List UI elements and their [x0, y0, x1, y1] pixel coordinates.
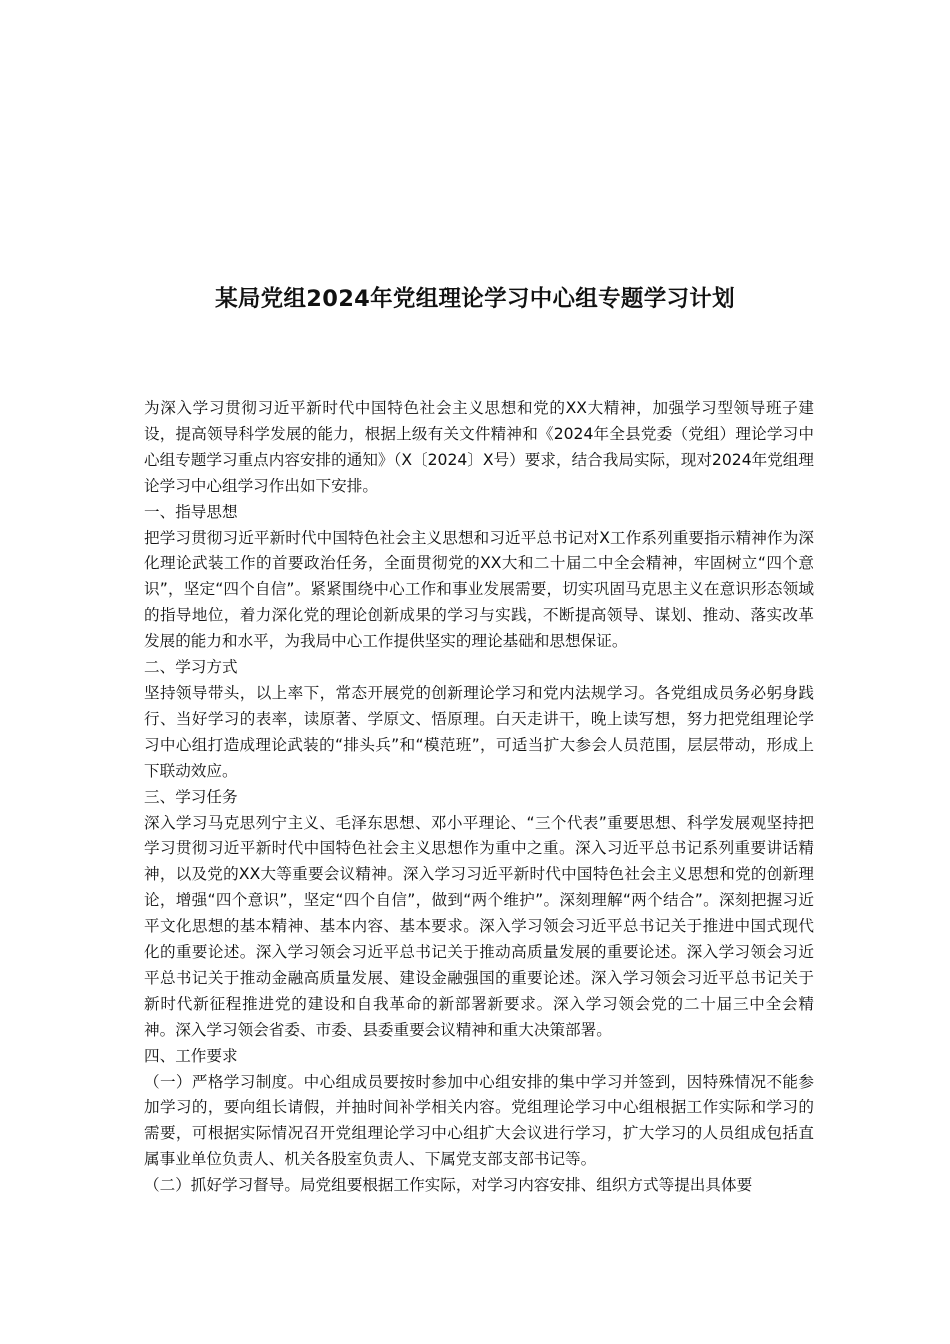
section-heading-guiding-thought: 一、指导思想 — [144, 502, 238, 521]
section-paragraph: （一）严格学习制度。中心组成员要按时参加中心组安排的集中学习并签到，因特殊情况不能参加学习的，要向组长请假，并抽时间补学相关内容。党组理论学习中心组根据工作实际和学习的需要，可根据实际情况召开党组理论学习中心组扩大会议进行学习，扩大学习的人员组成包括直属事业单位负责人、机关各股室负责人、下属党支部支部书记等。 — [144, 1072, 814, 1169]
section-heading-work-requirements: 四、工作要求 — [144, 1046, 238, 1065]
intro-paragraph: 为深入学习贯彻习近平新时代中国特色社会主义思想和党的XX大精神，加强学习型领导班子建设，提高领导科学发展的能力，根据上级有关文件精神和《2024年全县党委（党组）理论学习中心组专题学习重点内容安排的通知》（X〔2024〕X号）要求，结合我局实际，现对2024年党组理论学习中心组学习作出如下安排。 — [144, 399, 814, 495]
document-body — [144, 396, 814, 1199]
section-paragraph: 坚持领导带头，以上率下，常态开展党的创新理论学习和党内法规学习。各党组成员务必躬身践行、当好学习的表率，读原著、学原文、悟原理。白天走讲干，晚上读写想，努力把党组理论学习中心组打造成理论武装的“排头兵”和“模范班”，可适当扩大参会人员范围，层层带动，形成上下联动效应。 — [144, 683, 814, 780]
section-paragraph: 把学习贯彻习近平新时代中国特色社会主义思想和习近平总书记对X工作系列重要指示精神作为深化理论武装工作的首要政治任务，全面贯彻党的XX大和二十届二中全会精神，牢固树立“四个意识”，坚定“四个自信”。紧紧围绕中心工作和事业发展需要，切实巩固马克思主义在意识形态领域的指导地位，着力深化党的理论创新成果的学习与实践，不断提高领导、谋划、推动、落实改革发展的能力和水平，为我局中心工作提供坚实的理论基础和思想保证。 — [144, 528, 814, 651]
section-paragraph: 深入学习马克思列宁主义、毛泽东思想、邓小平理论、“三个代表”重要思想、科学发展观坚持把学习贯彻习近平新时代中国特色社会主义思想作为重中之重。深入习近平总书记系列重要讲话精神，以及党的XX大等重要会议精神。深入学习习近平新时代中国特色社会主义思想和党的创新理论，增强“四个意识”，坚定“四个自信”，做到“两个维护”。深刻理解“两个结合”。深刻把握习近平文化思想的基本精神、基本内容、基本要求。深入学习领会习近平总书记关于推进中国式现代化的重要论述。深入学习领会习近平总书记关于推动高质量发展的重要论述。深入学习领会习近平总书记关于推动金融高质量发展、建设金融强国的重要论述。深入学习领会习近平总书记关于新时代新征程推进党的建设和自我革命的新部署新要求。深入学习领会党的二十届三中全会精神。深入学习领会省委、市委、县委重要会议精神和重大决策部署。 — [144, 813, 814, 1039]
section-paragraph: （二）抓好学习督导。局党组要根据工作实际，对学习内容安排、组织方式等提出具体要 — [144, 1176, 753, 1195]
section-heading-study-method: 二、学习方式 — [144, 658, 238, 677]
section-heading-study-tasks: 三、学习任务 — [144, 787, 238, 806]
document-title: 某局党组2024年党组理论学习中心组专题学习计划 — [215, 286, 735, 312]
